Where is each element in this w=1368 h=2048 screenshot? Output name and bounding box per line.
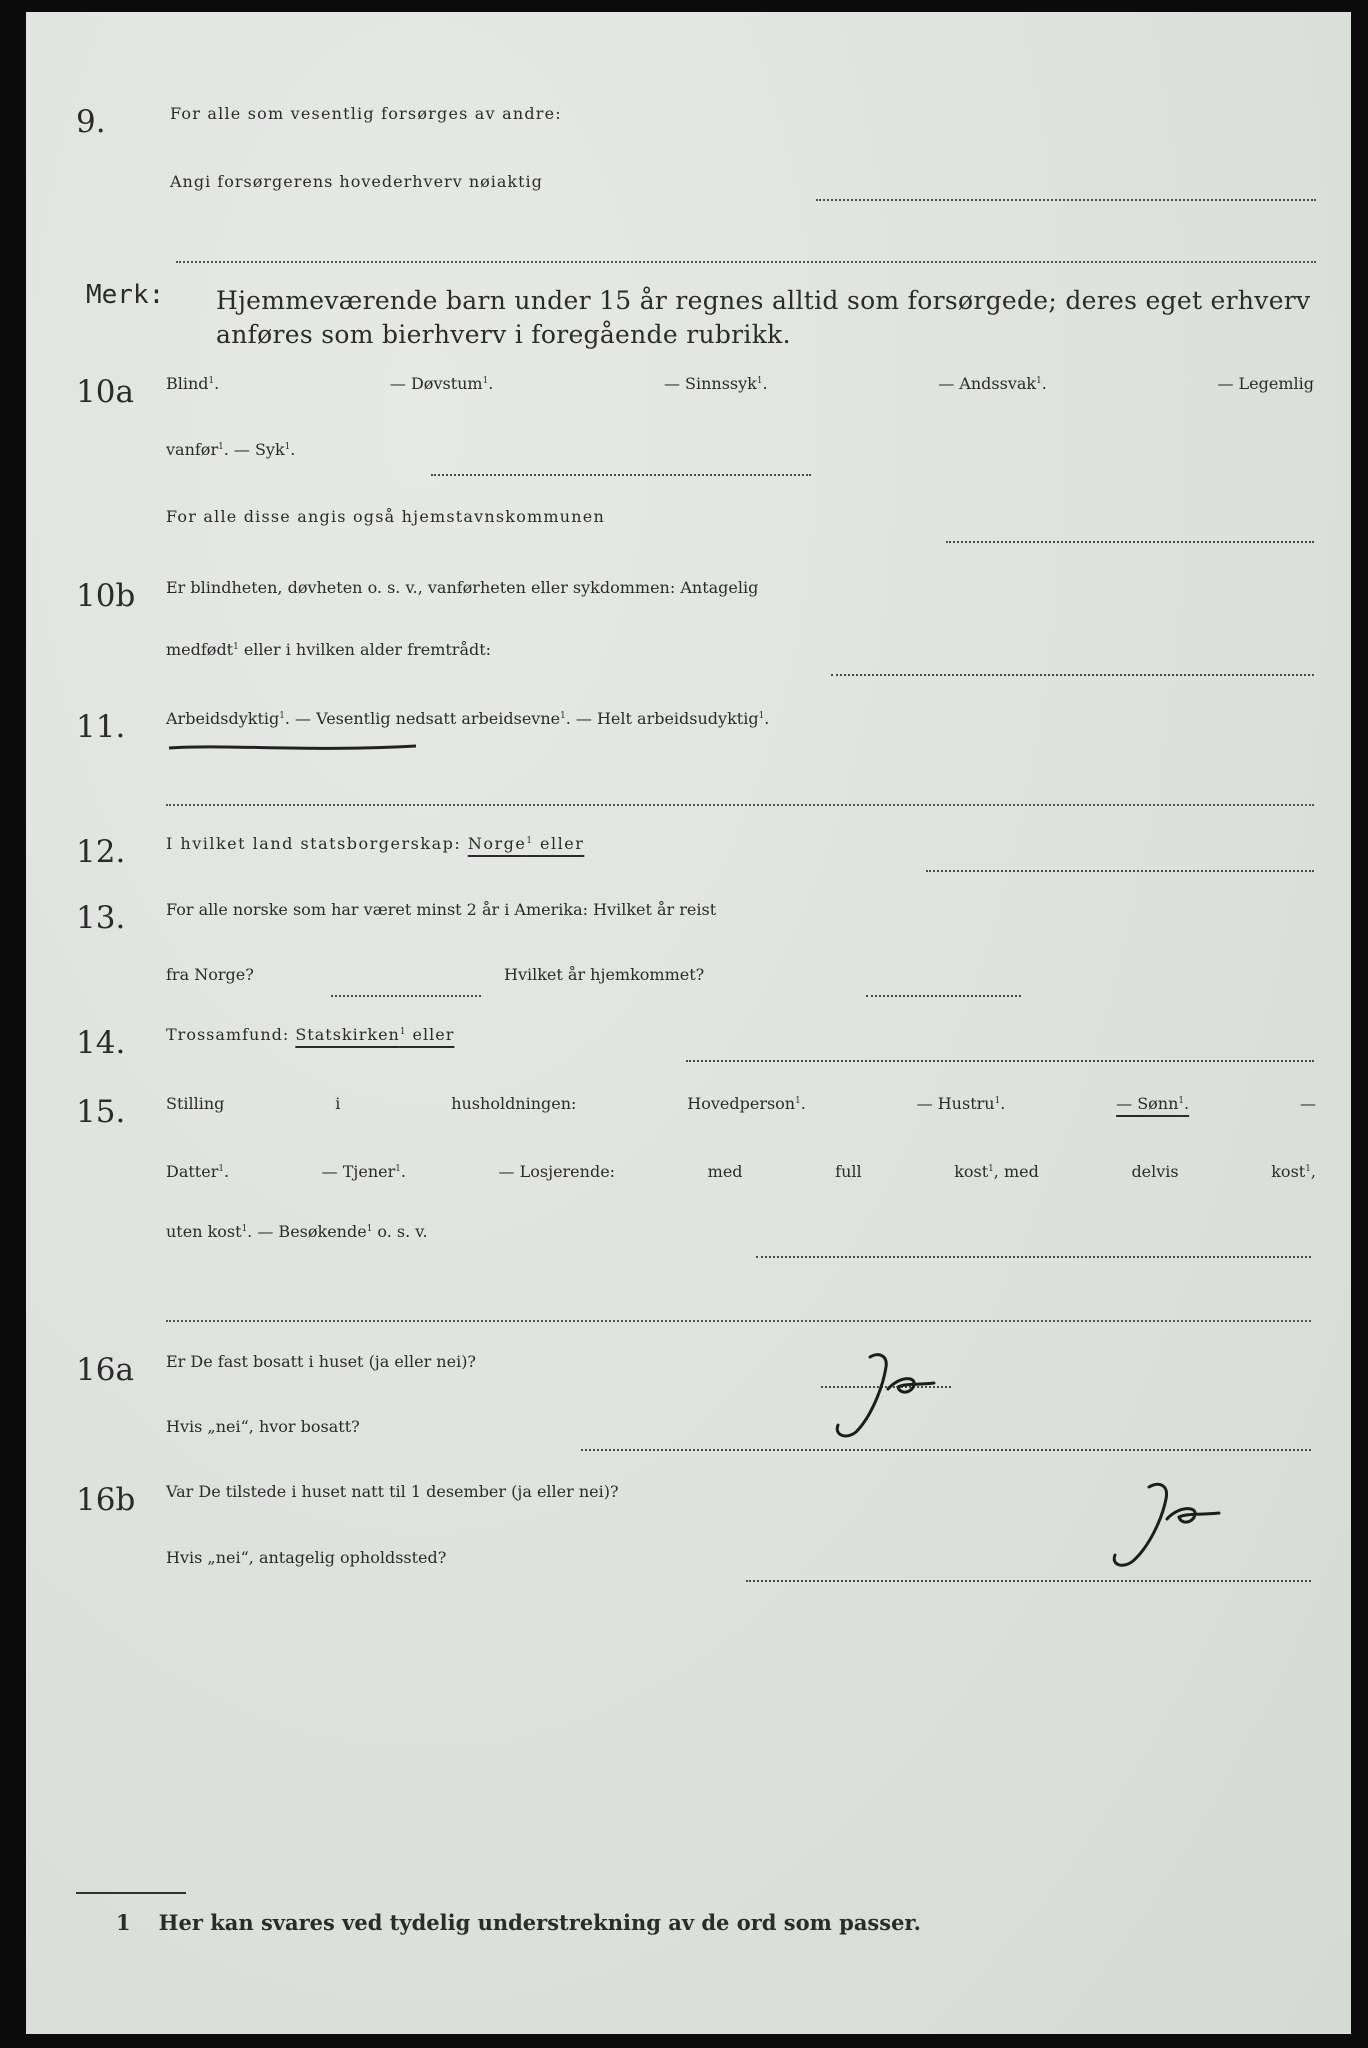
q14-answer-line[interactable] <box>686 1060 1314 1062</box>
q9-extra-line[interactable] <box>176 261 1316 263</box>
q15-word-delvis: delvis <box>1131 1162 1179 1181</box>
q10b-line2: medfødt$^1$ eller i hvilken alder fremtrådt: <box>166 640 492 659</box>
q10a-number: 10a <box>76 374 134 410</box>
q9-line1: For alle som vesentlig forsørges av andre: <box>170 104 562 123</box>
q16b-handwritten-ja <box>1101 1477 1251 1577</box>
q16b-opholdssted-line[interactable] <box>746 1580 1311 1582</box>
q15-extra-line[interactable] <box>166 1320 1311 1322</box>
q15-opt-uten-kost[interactable]: uten kost$^1$ <box>166 1222 248 1241</box>
q11-number: 11. <box>76 709 126 745</box>
merk-line2: anføres som bierhverv i foregående rubrikk. <box>216 320 791 349</box>
footnote-mark: 1 <box>116 1910 131 1935</box>
q14-answer-statskirken[interactable]: Statskirken$^1$ eller <box>295 1025 455 1044</box>
q9-line2: Angi forsørgerens hovederhverv nøiaktig <box>170 172 543 191</box>
q15-word-med: med <box>707 1162 743 1181</box>
q15-word-stilling: Stilling <box>166 1094 225 1113</box>
q9-answer-line[interactable] <box>816 199 1316 201</box>
footnote-text: Her kan svares ved tydelig understrekning av de ord som passer. <box>158 1910 921 1935</box>
merk-label: Merk: <box>86 280 165 310</box>
q15-line3: uten kost$^1$. — Besøkende$^1$ o. s. v. <box>166 1222 428 1241</box>
q15-word-losjerende: — Losjerende: <box>498 1162 616 1181</box>
q16b-line2: Hvis „nei“, antagelig opholdssted? <box>166 1548 447 1567</box>
q10a-syk-line[interactable] <box>431 474 811 476</box>
q13-line2b: Hvilket år hjemkommet? <box>504 965 705 984</box>
q16a-handwritten-ja <box>826 1347 966 1447</box>
q16a-number: 16a <box>76 1352 134 1388</box>
q10a-opt-andssvak: — Andssvak$^1$. <box>938 374 1047 393</box>
q11-line: Arbeidsdyktig$^1$. — Vesentlig nedsatt arbeidsevne$^1$. — Helt arbeidsudyktig$^1$. <box>166 709 770 728</box>
q15-word-husholdningen: husholdningen: <box>451 1094 577 1113</box>
q12-answer-line[interactable] <box>926 870 1314 872</box>
q10a-line3: For alle disse angis også hjemstavnskommunen <box>166 507 605 526</box>
q15-word-i: i <box>335 1094 341 1113</box>
q15-opt-hustru[interactable]: — Hustru$^1$. <box>916 1094 1006 1113</box>
q14-line: Trossamfund: Statskirken$^1$ eller <box>166 1025 455 1044</box>
q15-answer-line[interactable] <box>756 1256 1311 1258</box>
q16a-bosatt-line[interactable] <box>581 1449 1311 1451</box>
q15-opt-besokende[interactable]: — Besøkende$^1$ <box>257 1222 373 1241</box>
q15-number: 15. <box>76 1094 126 1130</box>
footnote-rule <box>76 1892 186 1894</box>
q16b-line1: Var De tilstede i huset natt til 1 desember (ja eller nei)? <box>166 1482 619 1501</box>
q13-line2a: fra Norge? <box>166 965 254 984</box>
q16a-line2: Hvis „nei“, hvor bosatt? <box>166 1417 360 1436</box>
census-form-page <box>26 12 1351 2034</box>
q10a-line2: vanfør$^1$. — Syk$^1$. <box>166 440 296 459</box>
q13-hjemkommet-line[interactable] <box>866 995 1021 997</box>
q16a-line1: Er De fast bosatt i huset (ja eller nei)? <box>166 1352 477 1371</box>
q15-opt-full-kost[interactable]: kost$^1$, med <box>954 1162 1039 1181</box>
q15-opt-delvis-kost[interactable]: kost$^1$, <box>1271 1162 1316 1181</box>
q13-line1: For alle norske som har været minst 2 år i Amerika: Hvilket år reist <box>166 900 717 919</box>
q10b-answer-line[interactable] <box>831 674 1314 676</box>
q15-opt-sonn[interactable]: — Sønn$^1$. <box>1116 1094 1190 1113</box>
q10a-opt-sinnssyk: — Sinnssyk$^1$. <box>663 374 768 393</box>
q12-answer-norge[interactable]: Norge$^1$ eller <box>467 834 585 853</box>
q9-number: 9. <box>76 104 106 140</box>
q10a-line1 <box>166 374 1314 393</box>
q12-line: I hvilket land statsborgerskap: Norge$^1$ eller <box>166 834 585 853</box>
q10b-number: 10b <box>76 578 136 614</box>
q11-opt-nedsatt[interactable]: — Vesentlig nedsatt arbeidsevne$^1$ <box>295 709 566 728</box>
q15-opt-hovedperson[interactable]: Hovedperson$^1$. <box>687 1094 806 1113</box>
q15-line2 <box>166 1162 1316 1181</box>
q10a-kommune-line[interactable] <box>946 541 1314 543</box>
q10b-line1: Er blindheten, døvheten o. s. v., vanførheten eller sykdommen: Antagelig <box>166 578 759 597</box>
q12-number: 12. <box>76 834 126 870</box>
q11-handwritten-underline <box>166 736 426 756</box>
q14-number: 14. <box>76 1025 126 1061</box>
q11-extra-line[interactable] <box>166 804 1314 806</box>
q15-line1 <box>166 1094 1316 1113</box>
footnote <box>116 1910 921 1935</box>
q15-word-full: full <box>835 1162 862 1181</box>
q13-reist-line[interactable] <box>331 995 481 997</box>
q10a-opt-legemlig: — Legemlig <box>1217 374 1314 393</box>
q13-number: 13. <box>76 900 126 936</box>
q10a-opt-dovstum: — Døvstum$^1$. <box>389 374 494 393</box>
q10a-opt-blind: Blind$^1$. <box>166 374 220 393</box>
q16b-number: 16b <box>76 1482 136 1518</box>
q11-opt-udyktig[interactable]: — Helt arbeidsudyktig$^1$ <box>575 709 765 728</box>
q11-opt-arbeidsdyktig[interactable]: Arbeidsdyktig$^1$ <box>166 709 285 728</box>
merk-line1: Hjemmeværende barn under 15 år regnes alltid som forsørgede; deres eget erhverv <box>216 286 1311 315</box>
q15-dash: — <box>1299 1094 1316 1113</box>
q15-opt-tjener[interactable]: — Tjener$^1$. <box>321 1162 406 1181</box>
q15-opt-datter[interactable]: Datter$^1$. <box>166 1162 230 1181</box>
